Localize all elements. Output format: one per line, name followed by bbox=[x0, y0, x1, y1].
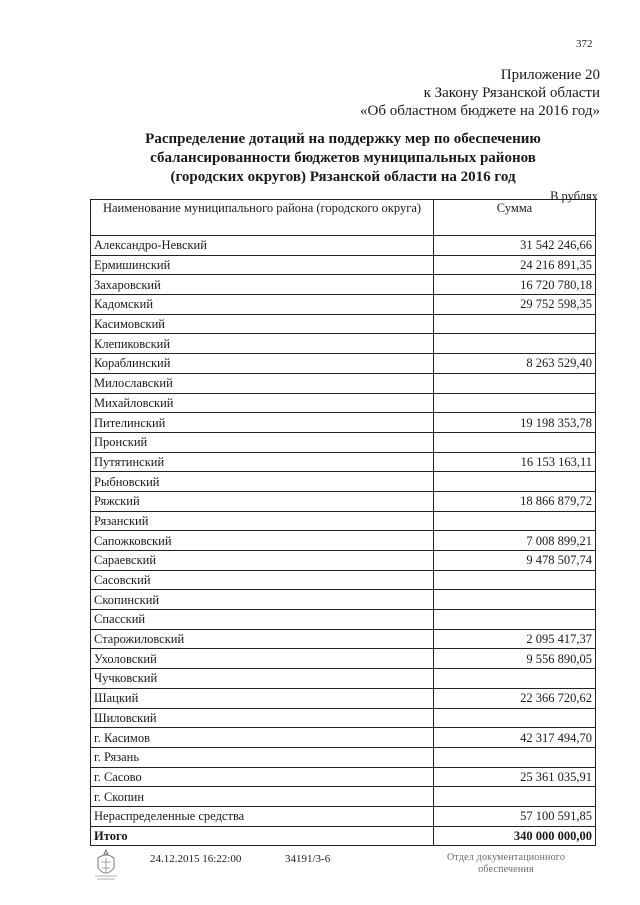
district-name: Скопинский bbox=[91, 590, 434, 610]
unit-note: В рублях bbox=[550, 189, 598, 203]
table-row bbox=[91, 531, 596, 551]
table-row bbox=[91, 590, 596, 610]
table-row bbox=[91, 511, 596, 531]
district-name: г. Скопин bbox=[91, 787, 434, 807]
district-name: Кораблинский bbox=[91, 354, 434, 374]
table-row bbox=[91, 551, 596, 571]
table-row bbox=[91, 610, 596, 630]
title-line1: Распределение дотаций на поддержку мер по обеспечению bbox=[145, 131, 541, 147]
district-amount bbox=[434, 393, 596, 413]
district-name: Сасовский bbox=[91, 570, 434, 590]
district-name: Ряжский bbox=[91, 491, 434, 511]
district-amount: 31 542 246,66 bbox=[434, 236, 596, 256]
table-row bbox=[91, 275, 596, 295]
district-amount: 18 866 879,72 bbox=[434, 491, 596, 511]
table-row bbox=[91, 708, 596, 728]
total-label: Итого bbox=[91, 826, 434, 845]
district-name: Чучковский bbox=[91, 669, 434, 689]
district-name: Касимовский bbox=[91, 314, 434, 334]
district-amount: 22 366 720,62 bbox=[434, 688, 596, 708]
subsidy-table bbox=[90, 199, 596, 846]
table-row bbox=[91, 787, 596, 807]
district-name: Пронский bbox=[91, 432, 434, 452]
table-row bbox=[91, 806, 596, 826]
district-amount: 24 216 891,35 bbox=[434, 255, 596, 275]
district-name: г. Касимов bbox=[91, 728, 434, 748]
table-row bbox=[91, 314, 596, 334]
table-row bbox=[91, 649, 596, 669]
title-line2: сбалансированности бюджетов муниципальных районов bbox=[150, 150, 536, 166]
appendix-line2: к Закону Рязанской области bbox=[423, 85, 600, 101]
table-row bbox=[91, 334, 596, 354]
district-name: Клепиковский bbox=[91, 334, 434, 354]
district-name: Рыбновский bbox=[91, 472, 434, 492]
district-name: Шиловский bbox=[91, 708, 434, 728]
district-amount bbox=[434, 432, 596, 452]
district-name: Шацкий bbox=[91, 688, 434, 708]
district-amount: 42 317 494,70 bbox=[434, 728, 596, 748]
district-amount bbox=[434, 610, 596, 630]
table-row bbox=[91, 491, 596, 511]
district-amount: 9 556 890,05 bbox=[434, 649, 596, 669]
coat-of-arms-icon bbox=[92, 848, 120, 882]
district-amount bbox=[434, 373, 596, 393]
footer-doc-number: 34191/3-6 bbox=[285, 853, 331, 865]
district-amount: 7 008 899,21 bbox=[434, 531, 596, 551]
district-amount: 57 100 591,85 bbox=[434, 806, 596, 826]
department-stamp bbox=[447, 852, 565, 876]
appendix-note bbox=[360, 66, 600, 120]
document-title bbox=[90, 130, 596, 187]
district-name: Пителинский bbox=[91, 413, 434, 433]
table-body bbox=[91, 236, 596, 846]
table-row bbox=[91, 728, 596, 748]
table-row bbox=[91, 669, 596, 689]
table-row bbox=[91, 255, 596, 275]
district-amount: 29 752 598,35 bbox=[434, 295, 596, 315]
table-row bbox=[91, 629, 596, 649]
district-amount bbox=[434, 747, 596, 767]
table-row bbox=[91, 295, 596, 315]
title-line3: (городских округов) Рязанской области на 2016 год bbox=[170, 169, 516, 185]
district-amount bbox=[434, 314, 596, 334]
district-name: Сараевский bbox=[91, 551, 434, 571]
district-amount bbox=[434, 708, 596, 728]
district-amount: 16 153 163,11 bbox=[434, 452, 596, 472]
district-amount bbox=[434, 570, 596, 590]
district-amount: 8 263 529,40 bbox=[434, 354, 596, 374]
district-amount: 19 198 353,78 bbox=[434, 413, 596, 433]
table-row bbox=[91, 747, 596, 767]
page-number: 372 bbox=[576, 38, 593, 50]
district-amount bbox=[434, 472, 596, 492]
district-name: Ухоловский bbox=[91, 649, 434, 669]
total-amount: 340 000 000,00 bbox=[434, 826, 596, 845]
district-amount: 16 720 780,18 bbox=[434, 275, 596, 295]
district-name: г. Сасово bbox=[91, 767, 434, 787]
district-name: Захаровский bbox=[91, 275, 434, 295]
table-row bbox=[91, 393, 596, 413]
table-row bbox=[91, 767, 596, 787]
stamp-line2: обеспечения bbox=[478, 864, 534, 875]
district-amount: 9 478 507,74 bbox=[434, 551, 596, 571]
district-name: Михайловский bbox=[91, 393, 434, 413]
district-amount bbox=[434, 787, 596, 807]
district-name: г. Рязань bbox=[91, 747, 434, 767]
stamp-line1: Отдел документационного bbox=[447, 852, 566, 863]
table-row bbox=[91, 432, 596, 452]
table-row bbox=[91, 413, 596, 433]
district-name: Рязанский bbox=[91, 511, 434, 531]
total-row bbox=[91, 826, 596, 845]
footer-datetime: 24.12.2015 16:22:00 bbox=[150, 853, 242, 865]
appendix-line1: Приложение 20 bbox=[500, 67, 600, 83]
district-name: Старожиловский bbox=[91, 629, 434, 649]
district-amount bbox=[434, 334, 596, 354]
table-row bbox=[91, 688, 596, 708]
district-name: Нераспределенные средства bbox=[91, 806, 434, 826]
table-header-row bbox=[91, 200, 596, 236]
table-row bbox=[91, 570, 596, 590]
district-name: Александро-Невский bbox=[91, 236, 434, 256]
district-amount bbox=[434, 511, 596, 531]
table-row bbox=[91, 373, 596, 393]
district-name: Милославский bbox=[91, 373, 434, 393]
table-row bbox=[91, 452, 596, 472]
district-name: Путятинский bbox=[91, 452, 434, 472]
header-amount: Сумма bbox=[434, 200, 596, 236]
district-name: Кадомский bbox=[91, 295, 434, 315]
district-name: Спасский bbox=[91, 610, 434, 630]
district-amount: 25 361 035,91 bbox=[434, 767, 596, 787]
district-amount: 2 095 417,37 bbox=[434, 629, 596, 649]
table-row bbox=[91, 354, 596, 374]
district-amount bbox=[434, 590, 596, 610]
appendix-line3: «Об областном бюджете на 2016 год» bbox=[360, 103, 600, 119]
header-name: Наименование муниципального района (городского округа) bbox=[91, 200, 434, 236]
district-name: Сапожковский bbox=[91, 531, 434, 551]
district-amount bbox=[434, 669, 596, 689]
district-name: Ермишинский bbox=[91, 255, 434, 275]
table-row bbox=[91, 472, 596, 492]
table-row bbox=[91, 236, 596, 256]
